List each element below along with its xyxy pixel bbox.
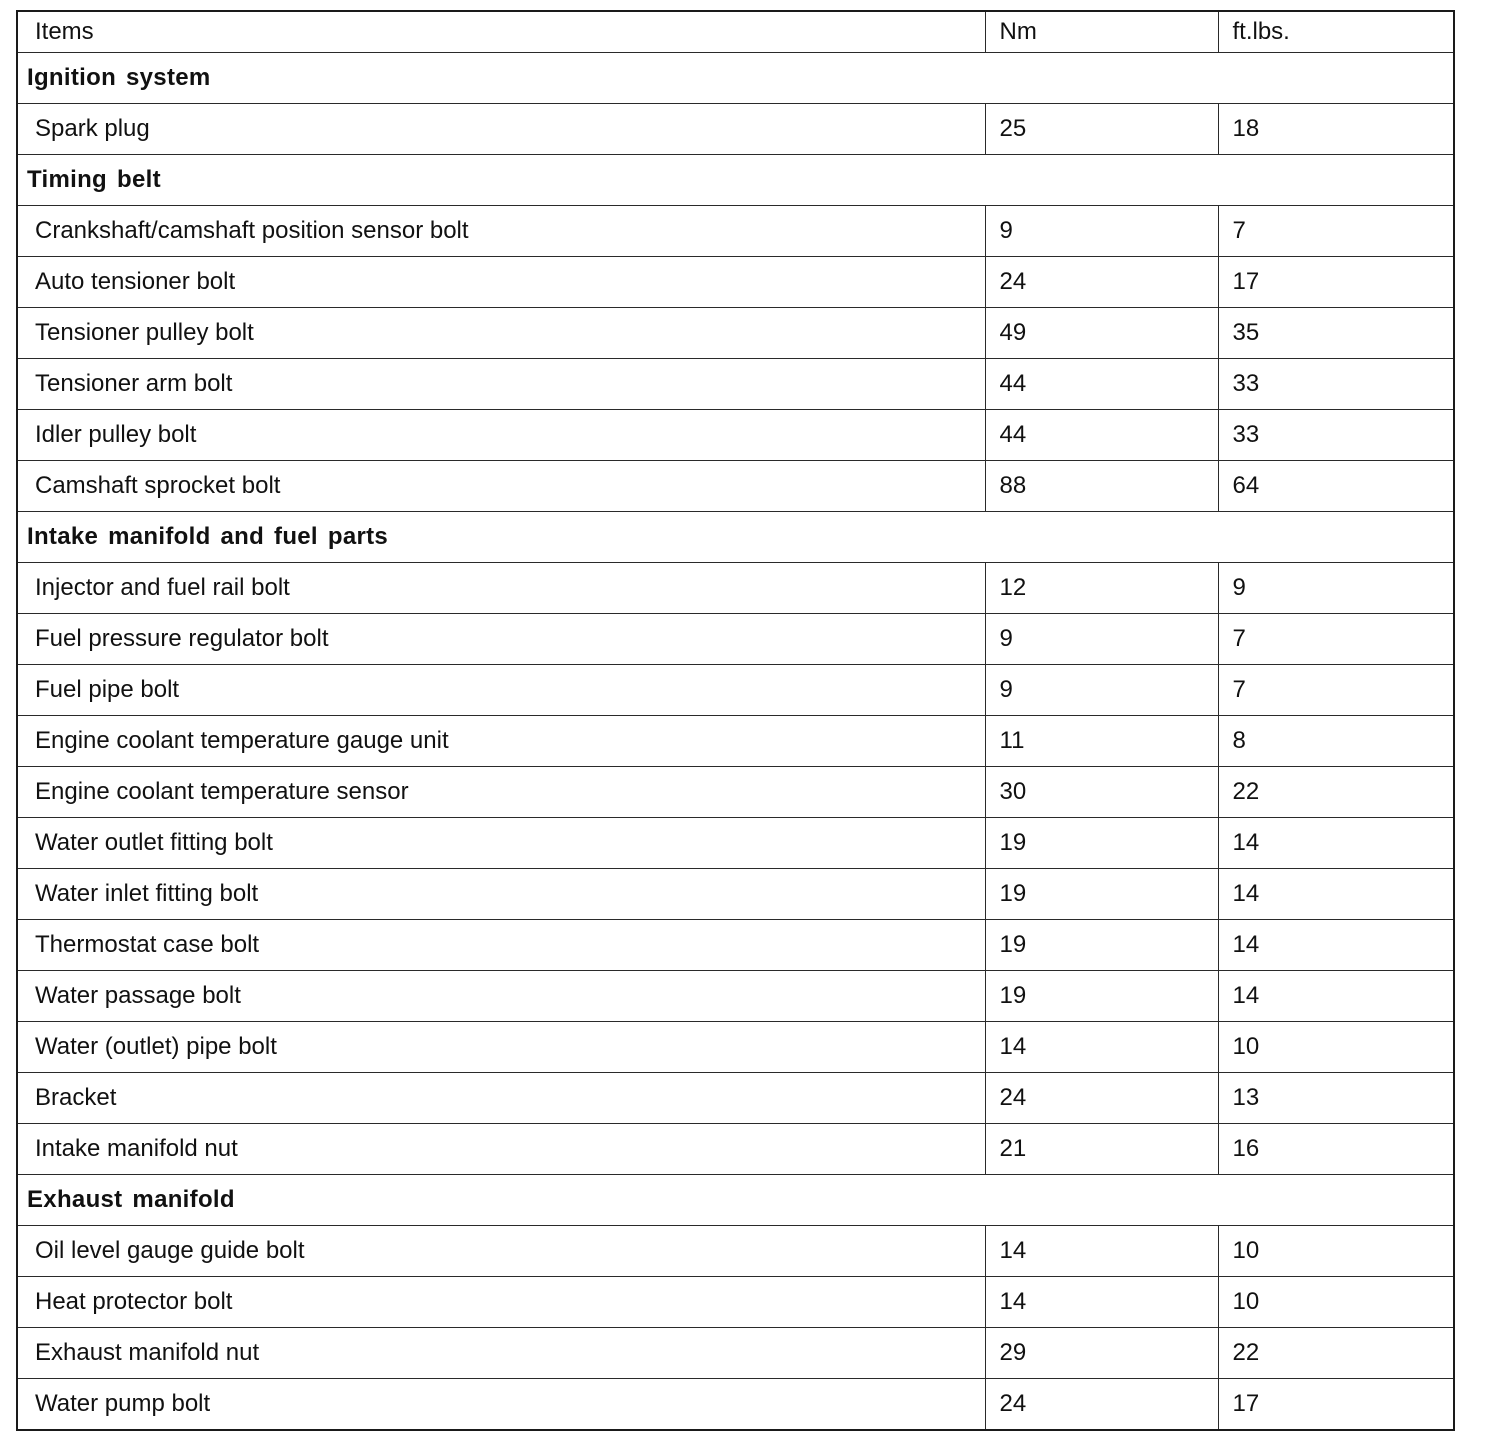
item-name-cell: Crankshaft/camshaft position sensor bolt	[17, 206, 985, 257]
nm-value-cell: 25	[985, 104, 1218, 155]
ftlbs-value-cell: 17	[1218, 257, 1454, 308]
item-name-cell: Water passage bolt	[17, 971, 985, 1022]
item-name-cell: Exhaust manifold nut	[17, 1328, 985, 1379]
nm-value-cell: 44	[985, 359, 1218, 410]
table-row	[17, 257, 1454, 308]
nm-value-cell: 21	[985, 1124, 1218, 1175]
header-nm: Nm	[985, 11, 1218, 53]
table-row	[17, 1073, 1454, 1124]
table-row	[17, 1379, 1454, 1431]
ftlbs-value-cell: 7	[1218, 665, 1454, 716]
ftlbs-value-cell: 7	[1218, 206, 1454, 257]
item-name-cell: Auto tensioner bolt	[17, 257, 985, 308]
table-row	[17, 920, 1454, 971]
nm-value-cell: 14	[985, 1022, 1218, 1073]
section-title: Intake manifold and fuel parts	[17, 512, 1454, 563]
nm-value-cell: 30	[985, 767, 1218, 818]
nm-value-cell: 19	[985, 971, 1218, 1022]
nm-value-cell: 44	[985, 410, 1218, 461]
item-name-cell: Engine coolant temperature sensor	[17, 767, 985, 818]
table-row	[17, 869, 1454, 920]
header-row	[17, 11, 1454, 53]
item-name-cell: Water pump bolt	[17, 1379, 985, 1431]
nm-value-cell: 88	[985, 461, 1218, 512]
table-body	[17, 53, 1454, 1431]
nm-value-cell: 14	[985, 1226, 1218, 1277]
item-name-cell: Tensioner pulley bolt	[17, 308, 985, 359]
table-row	[17, 971, 1454, 1022]
nm-value-cell: 29	[985, 1328, 1218, 1379]
ftlbs-value-cell: 14	[1218, 869, 1454, 920]
item-name-cell: Thermostat case bolt	[17, 920, 985, 971]
ftlbs-value-cell: 13	[1218, 1073, 1454, 1124]
table-row	[17, 665, 1454, 716]
table-row	[17, 767, 1454, 818]
nm-value-cell: 19	[985, 920, 1218, 971]
table-row	[17, 104, 1454, 155]
nm-value-cell: 11	[985, 716, 1218, 767]
table-row	[17, 1124, 1454, 1175]
section-title: Timing belt	[17, 155, 1454, 206]
table-row	[17, 461, 1454, 512]
section-header-row	[17, 155, 1454, 206]
item-name-cell: Camshaft sprocket bolt	[17, 461, 985, 512]
nm-value-cell: 19	[985, 818, 1218, 869]
ftlbs-value-cell: 22	[1218, 767, 1454, 818]
item-name-cell: Fuel pressure regulator bolt	[17, 614, 985, 665]
table-row	[17, 563, 1454, 614]
ftlbs-value-cell: 14	[1218, 818, 1454, 869]
ftlbs-value-cell: 22	[1218, 1328, 1454, 1379]
nm-value-cell: 49	[985, 308, 1218, 359]
item-name-cell: Water inlet fitting bolt	[17, 869, 985, 920]
table-row	[17, 206, 1454, 257]
item-name-cell: Injector and fuel rail bolt	[17, 563, 985, 614]
ftlbs-value-cell: 10	[1218, 1022, 1454, 1073]
torque-specifications-table	[16, 10, 1455, 1431]
table-row	[17, 818, 1454, 869]
item-name-cell: Heat protector bolt	[17, 1277, 985, 1328]
item-name-cell: Oil level gauge guide bolt	[17, 1226, 985, 1277]
table-row	[17, 1226, 1454, 1277]
nm-value-cell: 9	[985, 206, 1218, 257]
item-name-cell: Idler pulley bolt	[17, 410, 985, 461]
ftlbs-value-cell: 33	[1218, 410, 1454, 461]
ftlbs-value-cell: 10	[1218, 1226, 1454, 1277]
ftlbs-value-cell: 35	[1218, 308, 1454, 359]
item-name-cell: Intake manifold nut	[17, 1124, 985, 1175]
nm-value-cell: 12	[985, 563, 1218, 614]
item-name-cell: Spark plug	[17, 104, 985, 155]
item-name-cell: Water outlet fitting bolt	[17, 818, 985, 869]
table-header	[17, 11, 1454, 53]
table-row	[17, 410, 1454, 461]
header-ftlbs: ft.lbs.	[1218, 11, 1454, 53]
ftlbs-value-cell: 10	[1218, 1277, 1454, 1328]
section-title: Exhaust manifold	[17, 1175, 1454, 1226]
table-row	[17, 1022, 1454, 1073]
item-name-cell: Fuel pipe bolt	[17, 665, 985, 716]
nm-value-cell: 19	[985, 869, 1218, 920]
ftlbs-value-cell: 7	[1218, 614, 1454, 665]
ftlbs-value-cell: 16	[1218, 1124, 1454, 1175]
table-row	[17, 716, 1454, 767]
section-header-row	[17, 53, 1454, 104]
ftlbs-value-cell: 17	[1218, 1379, 1454, 1431]
table-row	[17, 308, 1454, 359]
nm-value-cell: 24	[985, 1073, 1218, 1124]
section-title: Ignition system	[17, 53, 1454, 104]
nm-value-cell: 24	[985, 1379, 1218, 1431]
ftlbs-value-cell: 33	[1218, 359, 1454, 410]
ftlbs-value-cell: 14	[1218, 920, 1454, 971]
ftlbs-value-cell: 9	[1218, 563, 1454, 614]
item-name-cell: Engine coolant temperature gauge unit	[17, 716, 985, 767]
ftlbs-value-cell: 14	[1218, 971, 1454, 1022]
header-items: Items	[17, 11, 985, 53]
nm-value-cell: 9	[985, 614, 1218, 665]
section-header-row	[17, 1175, 1454, 1226]
section-header-row	[17, 512, 1454, 563]
nm-value-cell: 14	[985, 1277, 1218, 1328]
table-row	[17, 359, 1454, 410]
table-row	[17, 1277, 1454, 1328]
ftlbs-value-cell: 18	[1218, 104, 1454, 155]
item-name-cell: Bracket	[17, 1073, 985, 1124]
ftlbs-value-cell: 64	[1218, 461, 1454, 512]
item-name-cell: Water (outlet) pipe bolt	[17, 1022, 985, 1073]
table-row	[17, 1328, 1454, 1379]
nm-value-cell: 24	[985, 257, 1218, 308]
table-row	[17, 614, 1454, 665]
nm-value-cell: 9	[985, 665, 1218, 716]
ftlbs-value-cell: 8	[1218, 716, 1454, 767]
item-name-cell: Tensioner arm bolt	[17, 359, 985, 410]
